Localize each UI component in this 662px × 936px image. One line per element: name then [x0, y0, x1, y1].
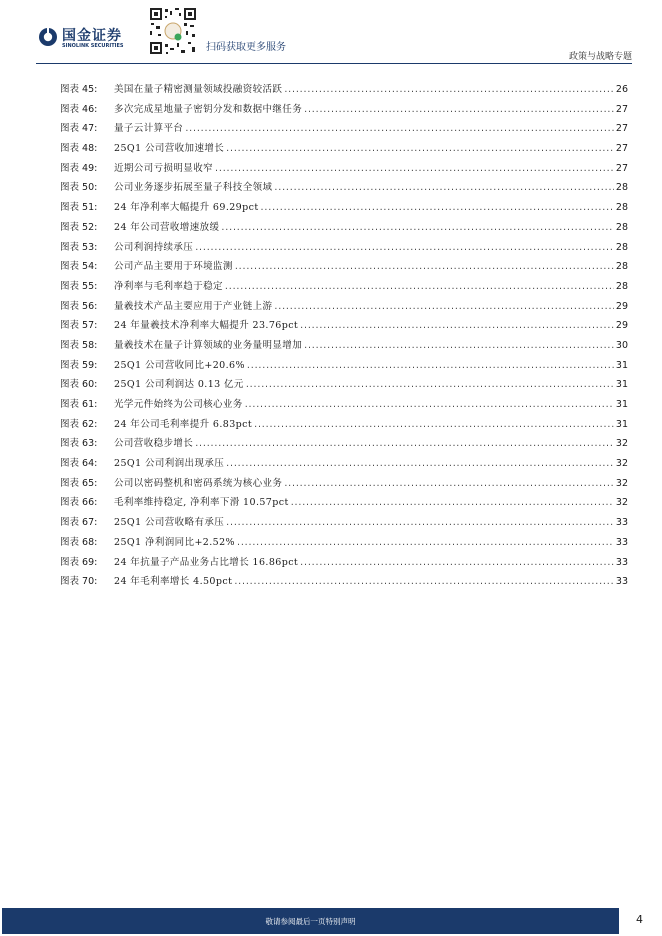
figure-label: 图表 60: [60, 379, 98, 391]
figure-label: 图表 51: [60, 202, 98, 214]
figure-page: 32 [615, 497, 628, 509]
dot-leader [274, 297, 614, 317]
figure-label: 图表 63: [60, 438, 98, 450]
dot-leader [221, 218, 613, 238]
toc-entry[interactable] [60, 297, 628, 317]
toc-entry[interactable] [60, 80, 628, 100]
figure-page: 28 [615, 202, 628, 214]
figure-page: 33 [615, 556, 628, 568]
dot-leader [304, 100, 614, 120]
figure-page: 27 [615, 143, 628, 155]
figure-title: 量羲技术产品主要应用于产业链上游 [114, 300, 273, 312]
dot-leader [185, 119, 614, 139]
figure-title: 公司业务逐步拓展至量子科技全领域 [114, 182, 273, 194]
dot-leader [235, 257, 614, 277]
toc-entry[interactable] [60, 572, 628, 592]
dot-leader [284, 80, 614, 100]
figure-title: 公司以密码整机和密码系统为核心业务 [114, 477, 283, 489]
figure-label: 图表 68: [60, 536, 98, 548]
figure-title: 光学元件始终为公司核心业务 [114, 399, 243, 410]
toc-entry[interactable] [60, 178, 628, 198]
figure-label: 图表 64: [60, 458, 98, 470]
toc-entry[interactable] [60, 454, 628, 474]
figure-label: 图表 69: [60, 556, 98, 568]
figure-page: 29 [615, 320, 628, 332]
figure-list [60, 80, 628, 592]
toc-entry[interactable] [60, 474, 628, 494]
figure-label: 图表 66: [60, 497, 98, 509]
sinolink-logo-icon [38, 27, 58, 47]
figure-page: 31 [615, 399, 628, 410]
figure-page: 27 [615, 123, 628, 135]
dot-leader [254, 415, 614, 435]
toc-entry[interactable] [60, 198, 628, 218]
figure-page: 30 [615, 339, 628, 351]
figure-page: 31 [615, 418, 628, 430]
dot-leader [300, 553, 614, 573]
figure-page: 28 [615, 241, 628, 253]
figure-label: 图表 48: [60, 143, 98, 155]
page-number: 4 [636, 913, 643, 926]
dot-leader [245, 395, 614, 415]
toc-entry[interactable] [60, 257, 628, 277]
dot-leader [291, 493, 614, 513]
figure-label: 图表 47: [60, 123, 98, 135]
toc-entry[interactable] [60, 238, 628, 258]
figure-title: 24 年毛利率增长 4.50pct [114, 576, 233, 588]
dot-leader [237, 533, 614, 553]
figure-page: 27 [615, 162, 628, 174]
figure-page: 27 [615, 103, 628, 115]
toc-entry[interactable] [60, 100, 628, 120]
toc-entry[interactable] [60, 493, 628, 513]
figure-title: 量子云计算平台 [114, 123, 184, 135]
page-header [0, 0, 662, 66]
figure-label: 图表 62: [60, 418, 98, 430]
figure-label: 图表 56: [60, 300, 98, 312]
footer-bar [2, 908, 619, 934]
figure-title: 多次完成星地量子密钥分发和数据中继任务 [114, 103, 303, 115]
figure-label: 图表 45: [60, 84, 98, 95]
figure-label: 图表 46: [60, 103, 98, 115]
dot-leader [226, 454, 614, 474]
dot-leader [300, 316, 614, 336]
figure-title: 25Q1 公司利润达 0.13 亿元 [114, 379, 244, 391]
toc-entry[interactable] [60, 218, 628, 238]
toc-entry[interactable] [60, 159, 628, 179]
figure-title: 25Q1 公司营收加速增长 [114, 143, 225, 155]
figure-label: 图表 59: [60, 359, 98, 371]
figure-title: 25Q1 公司利润出现承压 [114, 458, 225, 470]
dot-leader [226, 139, 614, 159]
figure-page: 32 [615, 438, 628, 450]
dot-leader [195, 434, 614, 454]
figure-page: 26 [615, 84, 628, 95]
toc-entry[interactable] [60, 553, 628, 573]
brand-name-en: SINOLINK SECURITIES [62, 43, 124, 49]
figure-page: 28 [615, 280, 628, 292]
figure-label: 图表 53: [60, 241, 98, 253]
figure-title: 24 年净利率大幅提升 69.29pct [114, 202, 259, 214]
toc-entry[interactable] [60, 533, 628, 553]
figure-title: 净利率与毛利率趋于稳定 [114, 280, 223, 292]
scan-for-services-text: 扫码获取更多服务 [206, 42, 286, 53]
figure-page: 32 [615, 458, 628, 470]
toc-entry[interactable] [60, 434, 628, 454]
dot-leader [284, 474, 614, 494]
footer-disclaimer: 敬请参阅最后一页特别声明 [265, 917, 356, 926]
figure-label: 图表 54: [60, 261, 98, 273]
figure-label: 图表 70: [60, 576, 98, 588]
figure-label: 图表 58: [60, 339, 98, 351]
figure-title: 25Q1 公司营收同比+20.6% [114, 359, 245, 371]
toc-entry[interactable] [60, 336, 628, 356]
figure-page: 28 [615, 221, 628, 233]
toc-entry[interactable] [60, 395, 628, 415]
figure-title: 24 年公司毛利率提升 6.83pct [114, 418, 253, 430]
dot-leader [195, 238, 614, 258]
toc-entry[interactable] [60, 119, 628, 139]
figure-title: 24 年量羲技术净利率大幅提升 23.76pct [114, 320, 299, 332]
figure-page: 28 [615, 261, 628, 273]
figure-title: 量羲技术在量子计算领域的业务量明显增加 [114, 339, 303, 351]
toc-entry[interactable] [60, 415, 628, 435]
dot-leader [215, 159, 614, 179]
dot-leader [226, 513, 614, 533]
figure-title: 美国在量子精密测量领域投融资较活跃 [114, 84, 283, 95]
figure-title: 近期公司亏损明显收窄 [114, 162, 214, 174]
figure-page: 29 [615, 300, 628, 312]
figure-title: 24 年公司营收增速放缓 [114, 221, 220, 233]
figure-label: 图表 49: [60, 162, 98, 174]
figure-title: 公司利润持续承压 [114, 241, 194, 253]
toc-entry[interactable] [60, 277, 628, 297]
sinolink-logo [38, 25, 138, 51]
toc-entry[interactable] [60, 316, 628, 336]
figure-title: 公司产品主要用于环境监测 [114, 261, 233, 273]
figure-title: 25Q1 公司营收略有承压 [114, 517, 225, 529]
qr-code-icon[interactable] [148, 6, 198, 56]
figure-page: 33 [615, 536, 628, 548]
brand-name-cn: 国金证券 [62, 28, 122, 44]
dot-leader [261, 198, 614, 218]
figure-label: 图表 65: [60, 477, 98, 489]
toc-entry[interactable] [60, 356, 628, 376]
toc-entry[interactable] [60, 513, 628, 533]
dot-leader [234, 572, 614, 592]
header-divider [36, 63, 632, 64]
figure-label: 图表 50: [60, 182, 98, 194]
figure-page: 32 [615, 477, 628, 489]
figure-title: 公司营收稳步增长 [114, 438, 194, 450]
toc-entry[interactable] [60, 375, 628, 395]
figure-label: 图表 55: [60, 280, 98, 292]
dot-leader [225, 277, 614, 297]
figure-page: 28 [615, 182, 628, 194]
figure-title: 毛利率维持稳定, 净利率下滑 10.57pct [114, 497, 289, 509]
dot-leader [246, 375, 614, 395]
figure-page: 33 [615, 576, 628, 588]
dot-leader [304, 336, 614, 356]
toc-entry[interactable] [60, 139, 628, 159]
figure-label: 图表 52: [60, 221, 98, 233]
dot-leader [274, 178, 614, 198]
figure-page: 31 [615, 379, 628, 391]
figure-title: 25Q1 净利润同比+2.52% [114, 536, 235, 548]
report-category: 政策与战略专题 [568, 52, 632, 62]
figure-label: 图表 57: [60, 320, 98, 332]
figure-label: 图表 67: [60, 517, 98, 529]
figure-label: 图表 61: [60, 399, 98, 410]
figure-page: 31 [615, 359, 628, 371]
figure-page: 33 [615, 517, 628, 529]
figure-title: 24 年抗量子产品业务占比增长 16.86pct [114, 556, 299, 568]
dot-leader [247, 356, 614, 376]
